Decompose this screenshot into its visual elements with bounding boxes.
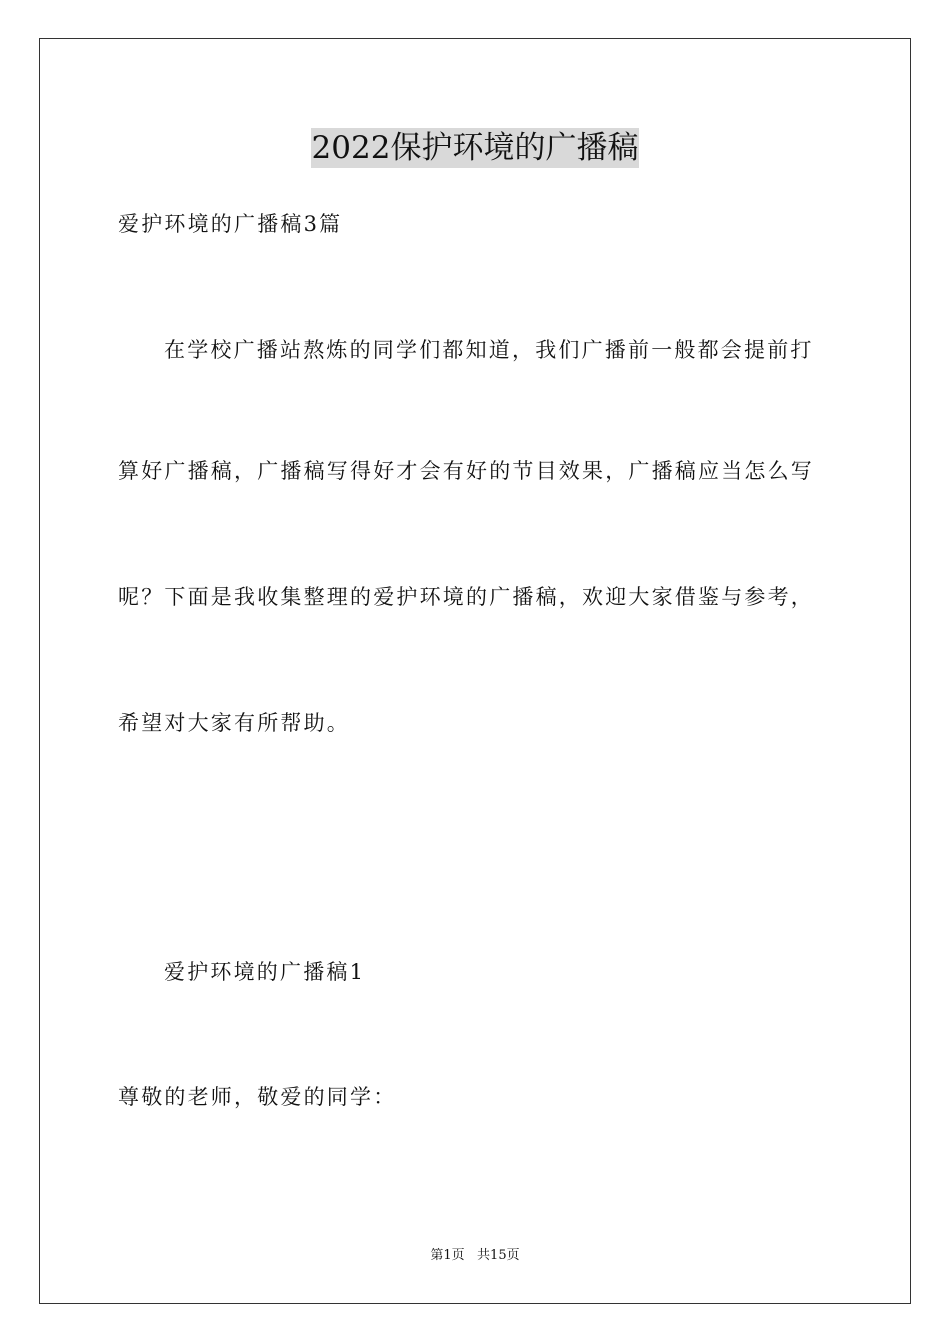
page-footer: 第1页 共15页: [430, 1248, 520, 1263]
paragraph-line-2: 算好广播稿，广播稿写得好才会有好的节目效果，广播稿应当怎么写: [118, 459, 814, 483]
section-heading: 爱护环境的广播稿1: [164, 960, 366, 984]
greeting-line: 尊敬的老师，敬爱的同学：: [118, 1085, 397, 1109]
paragraph-line-1: 在学校广播站熬炼的同学们都知道，我们广播前一般都会提前打: [164, 338, 814, 362]
document-title: 2022保护环境的广播稿: [311, 130, 639, 166]
paragraph-line-4: 希望对大家有所帮助。: [118, 711, 350, 735]
document-subtitle: 爱护环境的广播稿3篇: [118, 212, 343, 236]
paragraph-line-3: 呢？下面是我收集整理的爱护环境的广播稿，欢迎大家借鉴与参考，: [118, 585, 814, 609]
title-container: [0, 128, 950, 168]
